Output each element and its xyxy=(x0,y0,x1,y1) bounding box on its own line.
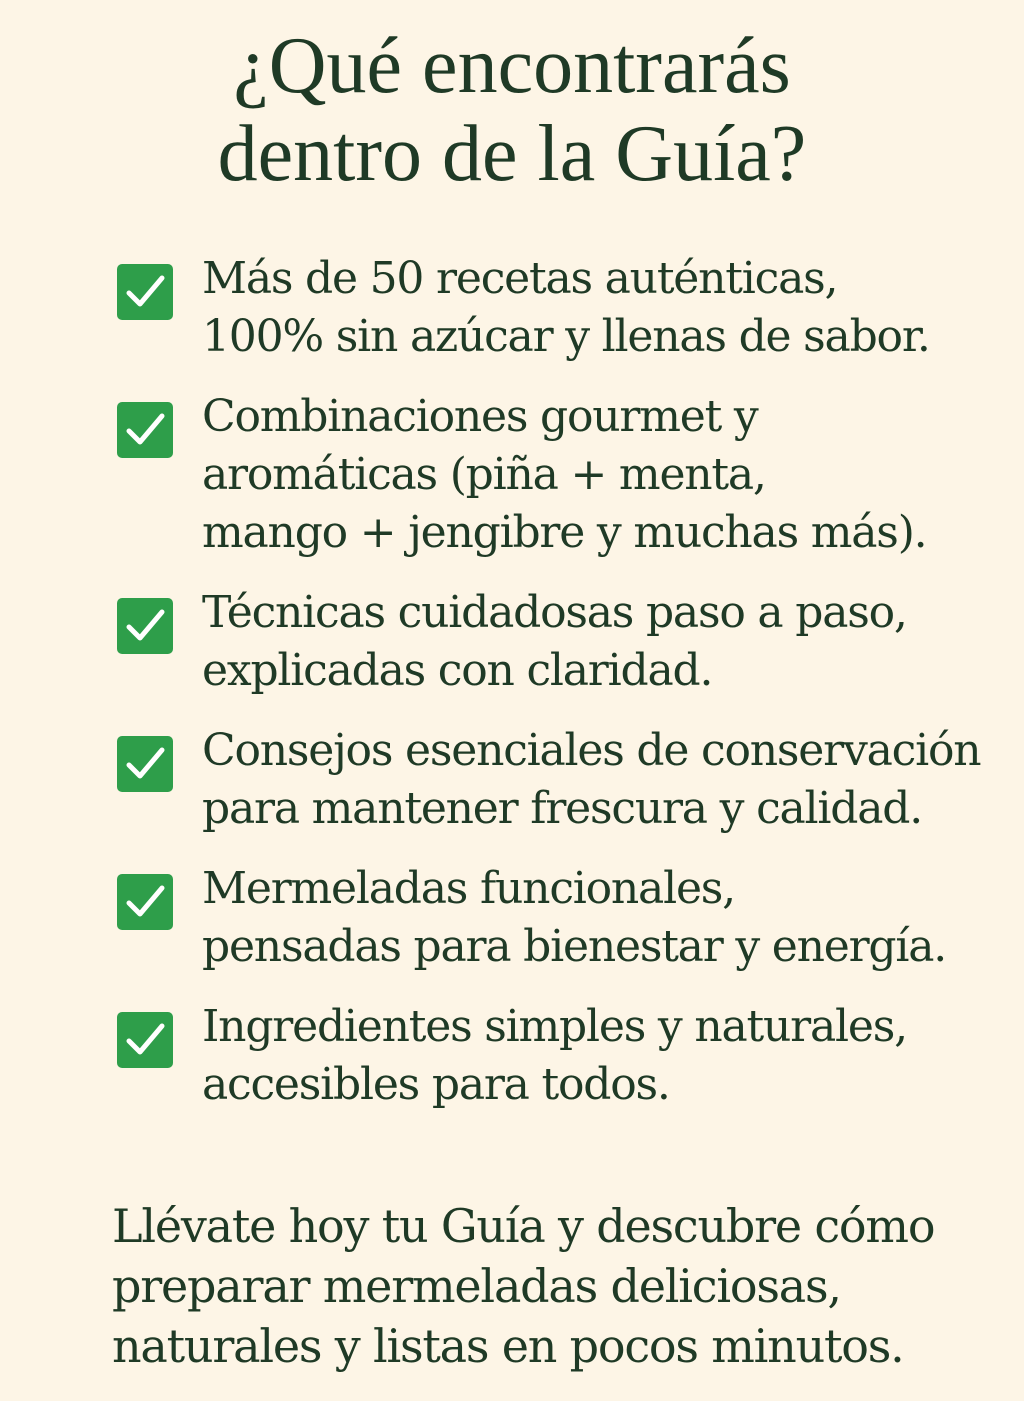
feature-text: 100% sin azúcar y llenas de sabor. xyxy=(202,311,930,362)
feature-text: Combinaciones gourmet y xyxy=(202,391,758,442)
check-icon xyxy=(117,402,173,458)
feature-item-functional xyxy=(116,860,996,976)
check-icon xyxy=(117,598,173,654)
closing-line: naturales y listas en pocos minutos. xyxy=(112,1319,904,1373)
check-icon xyxy=(117,264,173,320)
feature-text: para mantener frescura y calidad. xyxy=(202,783,923,834)
feature-text: aromáticas (piña + menta, xyxy=(202,449,766,500)
title-line-1: ¿Qué encontrarás xyxy=(233,22,791,110)
feature-text: Ingredientes simples y naturales, xyxy=(202,1001,907,1052)
feature-list xyxy=(116,250,996,1136)
feature-text: mango + jengibre y muchas más). xyxy=(202,507,927,558)
feature-text: Técnicas cuidadosas paso a paso, xyxy=(202,587,907,638)
closing-line: preparar mermeladas deliciosas, xyxy=(112,1259,841,1313)
page-title xyxy=(0,22,1024,198)
check-icon xyxy=(117,874,173,930)
feature-text: pensadas para bienestar y energía. xyxy=(202,921,947,972)
feature-item-conservation xyxy=(116,722,996,838)
title-line-2: dentro de la Guía? xyxy=(217,110,807,198)
feature-item-techniques xyxy=(116,584,996,700)
closing-paragraph xyxy=(112,1196,1012,1376)
feature-text: Más de 50 recetas auténticas, xyxy=(202,253,838,304)
feature-text: Mermeladas funcionales, xyxy=(202,863,735,914)
closing-line: Llévate hoy tu Guía y descubre cómo xyxy=(112,1199,935,1253)
feature-text: accesibles para todos. xyxy=(202,1059,670,1110)
check-icon xyxy=(117,736,173,792)
feature-item-ingredients xyxy=(116,998,996,1114)
feature-item-combinations xyxy=(116,388,996,562)
check-icon xyxy=(117,1012,173,1068)
feature-text: explicadas con claridad. xyxy=(202,645,713,696)
feature-item-recipes xyxy=(116,250,996,366)
feature-text: Consejos esenciales de conservación xyxy=(202,725,981,776)
